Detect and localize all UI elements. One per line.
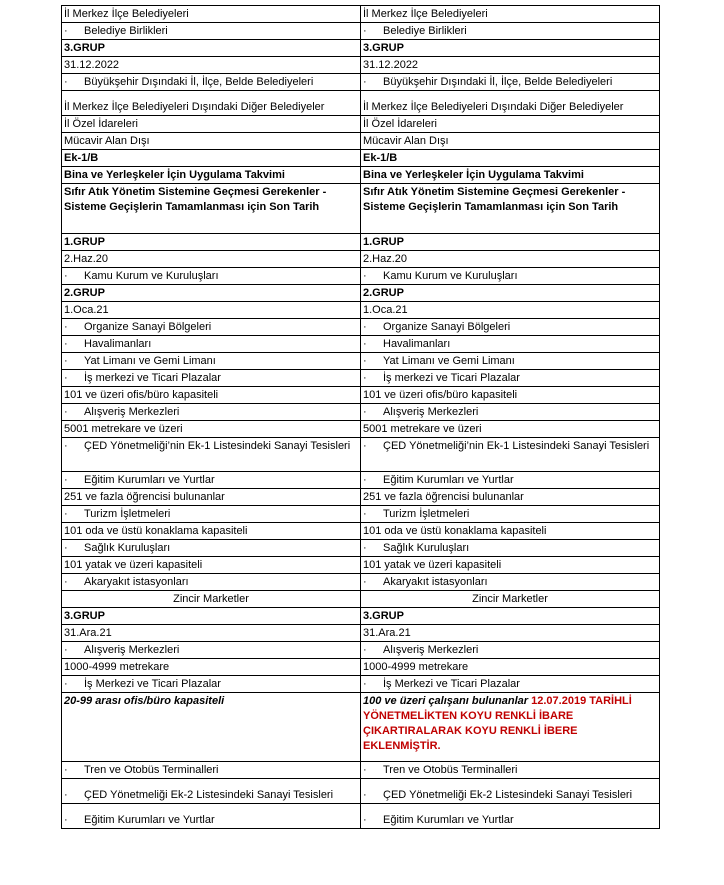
- table-cell-right: [361, 302, 660, 319]
- cell-text: 2.Haz.20: [363, 253, 408, 265]
- table-cell-left: [62, 472, 361, 489]
- table-cell-right: [361, 40, 660, 57]
- cell-text: 251 ve fazla öğrencisi bulunanlar: [64, 491, 225, 503]
- cell-text: 1.GRUP: [64, 236, 105, 248]
- table-cell-right: [361, 336, 660, 353]
- table-cell-left: [62, 387, 361, 404]
- cell-text: 3.GRUP: [64, 42, 105, 54]
- cell-text: 31.Ara.21: [64, 627, 112, 639]
- table-cell-left: [62, 421, 361, 438]
- table-row: [62, 6, 660, 23]
- cell-text: 1000-4999 metrekare: [363, 661, 469, 673]
- cell-text: 101 ve üzeri ofis/büro kapasiteli: [363, 389, 518, 401]
- cell-text: Sıfır Atık Yönetim Sistemine Geçmesi Gerekenler - Sisteme Geçişlerin Tamamlanması için Son Tarih: [64, 186, 327, 213]
- table-cell-right: [361, 804, 660, 829]
- table-cell-right: [361, 133, 660, 150]
- table-cell-right: [361, 489, 660, 506]
- table-cell-left: [62, 693, 361, 762]
- table-cell-left: [62, 642, 361, 659]
- table-cell-left: [62, 540, 361, 557]
- cell-text: · Turizm İşletmeleri: [64, 508, 170, 520]
- cell-text: 101 oda ve üstü konaklama kapasiteli: [363, 525, 547, 537]
- table-row: [62, 676, 660, 693]
- table-row: [62, 91, 660, 116]
- cell-text: · Eğitim Kurumları ve Yurtlar: [64, 814, 215, 826]
- table-cell-right: [361, 438, 660, 472]
- table-row: [62, 438, 660, 472]
- table-row: [62, 167, 660, 184]
- table-row: [62, 540, 660, 557]
- table-cell-right: [361, 353, 660, 370]
- table-cell-left: [62, 302, 361, 319]
- cell-text: Sıfır Atık Yönetim Sistemine Geçmesi Gerekenler - Sisteme Geçişlerin Tamamlanması için Son Tarih: [363, 186, 626, 213]
- table-cell-left: [62, 625, 361, 642]
- cell-text: Bina ve Yerleşkeler İçin Uygulama Takvimi: [64, 169, 285, 181]
- table-row: [62, 608, 660, 625]
- table-cell-right: [361, 523, 660, 540]
- cell-text: · ÇED Yönetmeliği Ek-2 Listesindeki Sanayi Tesisleri: [64, 789, 333, 801]
- cell-text: · Tren ve Otobüs Terminalleri: [363, 764, 518, 776]
- cell-text: · Büyükşehir Dışındaki İl, İlçe, Belde Belediyeleri: [363, 76, 612, 88]
- cell-text: 2.GRUP: [363, 287, 404, 299]
- table-cell-right: [361, 608, 660, 625]
- table-row: [62, 116, 660, 133]
- table-cell-left: [62, 336, 361, 353]
- table-row: [62, 472, 660, 489]
- cell-text: 101 yatak ve üzeri kapasiteli: [64, 559, 203, 571]
- cell-text: · İş merkezi ve Ticari Plazalar: [64, 372, 221, 384]
- table-cell-right: [361, 693, 660, 762]
- cell-text: · Büyükşehir Dışındaki İl, İlçe, Belde Belediyeleri: [64, 76, 313, 88]
- cell-text: 251 ve fazla öğrencisi bulunanlar: [363, 491, 524, 503]
- cell-text: Ek-1/B: [64, 152, 99, 164]
- table-cell-left: [62, 676, 361, 693]
- table-cell-left: [62, 489, 361, 506]
- schedule-table-body: [62, 6, 660, 829]
- table-row: [62, 40, 660, 57]
- table-row: [62, 762, 660, 779]
- cell-text: 101 yatak ve üzeri kapasiteli: [363, 559, 502, 571]
- cell-text: 1.Oca.21: [64, 304, 109, 316]
- table-row: [62, 523, 660, 540]
- table-cell-left: [62, 251, 361, 268]
- cell-text: 31.12.2022: [363, 59, 419, 71]
- cell-text: · ÇED Yönetmeliği Ek-2 Listesindeki Sanayi Tesisleri: [363, 789, 632, 801]
- cell-text: · Sağlık Kuruluşları: [64, 542, 170, 554]
- cell-text: 31.12.2022: [64, 59, 120, 71]
- cell-text: · Belediye Birlikleri: [363, 25, 467, 37]
- table-cell-left: [62, 285, 361, 302]
- cell-text: İl Merkez İlçe Belediyeleri Dışındaki Diğer Belediyeler: [64, 101, 325, 113]
- cell-text: · Belediye Birlikleri: [64, 25, 168, 37]
- cell-text: İl Merkez İlçe Belediyeleri Dışındaki Diğer Belediyeler: [363, 101, 624, 113]
- cell-text: · Yat Limanı ve Gemi Limanı: [363, 355, 515, 367]
- cell-text: 100 ve üzeri çalışanı bulunanlar: [363, 695, 529, 707]
- cell-text: Mücavir Alan Dışı: [64, 135, 150, 147]
- cell-text: · Alışveriş Merkezleri: [64, 406, 179, 418]
- schedule-table: [61, 5, 660, 829]
- cell-text: · İş merkezi ve Ticari Plazalar: [363, 372, 520, 384]
- cell-text: 31.Ara.21: [363, 627, 411, 639]
- cell-text: · Eğitim Kurumları ve Yurtlar: [363, 474, 514, 486]
- table-row: [62, 404, 660, 421]
- table-row: [62, 184, 660, 234]
- cell-text: 3.GRUP: [363, 42, 404, 54]
- table-cell-left: [62, 40, 361, 57]
- table-row: [62, 557, 660, 574]
- table-row: [62, 319, 660, 336]
- table-cell-left: [62, 574, 361, 591]
- table-cell-right: [361, 762, 660, 779]
- table-row: [62, 285, 660, 302]
- cell-text: Zincir Marketler: [472, 593, 548, 605]
- table-row: [62, 804, 660, 829]
- table-cell-right: [361, 557, 660, 574]
- cell-text: · Havalimanları: [64, 338, 151, 350]
- table-cell-right: [361, 268, 660, 285]
- table-cell-left: [62, 404, 361, 421]
- table-cell-left: [62, 23, 361, 40]
- table-row: [62, 74, 660, 91]
- table-cell-left: [62, 184, 361, 234]
- table-cell-right: [361, 91, 660, 116]
- table-row: [62, 489, 660, 506]
- table-cell-left: [62, 523, 361, 540]
- cell-text: · ÇED Yönetmeliği’nin Ek-1 Listesindeki Sanayi Tesisleri: [64, 440, 350, 452]
- table-row: [62, 506, 660, 523]
- table-cell-right: [361, 591, 660, 608]
- table-row: [62, 302, 660, 319]
- table-cell-left: [62, 353, 361, 370]
- cell-text: 101 oda ve üstü konaklama kapasiteli: [64, 525, 248, 537]
- table-cell-right: [361, 659, 660, 676]
- table-row: [62, 268, 660, 285]
- cell-text: · Eğitim Kurumları ve Yurtlar: [64, 474, 215, 486]
- table-row: [62, 421, 660, 438]
- table-cell-right: [361, 23, 660, 40]
- cell-text: · İş Merkezi ve Ticari Plazalar: [64, 678, 221, 690]
- table-row: [62, 336, 660, 353]
- table-cell-right: [361, 540, 660, 557]
- cell-text: · Alışveriş Merkezleri: [363, 406, 478, 418]
- cell-text: Ek-1/B: [363, 152, 398, 164]
- table-row: [62, 133, 660, 150]
- table-row: [62, 57, 660, 74]
- table-row: [62, 387, 660, 404]
- cell-text: 1.Oca.21: [363, 304, 408, 316]
- cell-text: 1000-4999 metrekare: [64, 661, 170, 673]
- revision-note: 12.07.2019 TARİHLİ YÖNETMELİKTEN KOYU RENKLİ İBARE ÇIKARTIRALARAK KOYU RENKLİ İBERE EKLENMİŞTİR.: [363, 695, 632, 752]
- cell-text: 3.GRUP: [64, 610, 105, 622]
- table-cell-right: [361, 642, 660, 659]
- cell-text: · Havalimanları: [363, 338, 450, 350]
- cell-text: 3.GRUP: [363, 610, 404, 622]
- table-cell-right: [361, 285, 660, 302]
- cell-text: · Turizm İşletmeleri: [363, 508, 469, 520]
- table-cell-right: [361, 234, 660, 251]
- table-cell-left: [62, 591, 361, 608]
- table-row: [62, 23, 660, 40]
- table-cell-left: [62, 116, 361, 133]
- table-row: [62, 659, 660, 676]
- table-row: [62, 370, 660, 387]
- table-cell-left: [62, 167, 361, 184]
- table-cell-left: [62, 779, 361, 804]
- table-cell-left: [62, 804, 361, 829]
- cell-text: 101 ve üzeri ofis/büro kapasiteli: [64, 389, 219, 401]
- table-row: [62, 642, 660, 659]
- table-row: [62, 591, 660, 608]
- table-cell-right: [361, 779, 660, 804]
- table-cell-right: [361, 6, 660, 23]
- table-cell-right: [361, 116, 660, 133]
- cell-text: · Akaryakıt istasyonları: [64, 576, 189, 588]
- cell-text: 5001 metrekare ve üzeri: [363, 423, 482, 435]
- table-cell-right: [361, 574, 660, 591]
- table-cell-left: [62, 370, 361, 387]
- table-cell-right: [361, 74, 660, 91]
- table-cell-right: [361, 150, 660, 167]
- cell-text: · Sağlık Kuruluşları: [363, 542, 469, 554]
- table-cell-left: [62, 57, 361, 74]
- cell-text: İl Merkez İlçe Belediyeleri: [64, 8, 189, 20]
- table-cell-right: [361, 421, 660, 438]
- cell-text: · Yat Limanı ve Gemi Limanı: [64, 355, 216, 367]
- cell-text: · Alışveriş Merkezleri: [363, 644, 478, 656]
- table-cell-right: [361, 387, 660, 404]
- cell-text: 2.Haz.20: [64, 253, 109, 265]
- cell-text: 1.GRUP: [363, 236, 404, 248]
- table-cell-right: [361, 404, 660, 421]
- table-row: [62, 574, 660, 591]
- table-cell-left: [62, 6, 361, 23]
- table-cell-right: [361, 506, 660, 523]
- table-row: [62, 251, 660, 268]
- cell-text: 20-99 arası ofis/büro kapasiteli: [64, 695, 225, 707]
- table-row: [62, 693, 660, 762]
- table-cell-left: [62, 319, 361, 336]
- table-cell-left: [62, 438, 361, 472]
- cell-text: · Tren ve Otobüs Terminalleri: [64, 764, 219, 776]
- cell-text: · Eğitim Kurumları ve Yurtlar: [363, 814, 514, 826]
- cell-text: 5001 metrekare ve üzeri: [64, 423, 183, 435]
- table-cell-right: [361, 184, 660, 234]
- cell-text: · Alışveriş Merkezleri: [64, 644, 179, 656]
- cell-text: İl Özel İdareleri: [64, 118, 138, 130]
- cell-text: · Organize Sanayi Bölgeleri: [64, 321, 211, 333]
- table-cell-right: [361, 625, 660, 642]
- table-cell-left: [62, 234, 361, 251]
- table-cell-left: [62, 268, 361, 285]
- table-cell-right: [361, 57, 660, 74]
- table-cell-left: [62, 91, 361, 116]
- table-cell-left: [62, 762, 361, 779]
- cell-text: Bina ve Yerleşkeler İçin Uygulama Takvimi: [363, 169, 584, 181]
- table-cell-left: [62, 557, 361, 574]
- cell-text: · Organize Sanayi Bölgeleri: [363, 321, 510, 333]
- table-row: [62, 625, 660, 642]
- cell-text: Mücavir Alan Dışı: [363, 135, 449, 147]
- cell-text: · Kamu Kurum ve Kuruluşları: [363, 270, 518, 282]
- table-row: [62, 234, 660, 251]
- cell-text: 2.GRUP: [64, 287, 105, 299]
- table-cell-left: [62, 659, 361, 676]
- table-row: [62, 150, 660, 167]
- cell-text: · ÇED Yönetmeliği’nin Ek-1 Listesindeki Sanayi Tesisleri: [363, 440, 649, 452]
- table-cell-right: [361, 251, 660, 268]
- table-row: [62, 353, 660, 370]
- table-cell-left: [62, 506, 361, 523]
- table-cell-left: [62, 150, 361, 167]
- cell-text: · Kamu Kurum ve Kuruluşları: [64, 270, 219, 282]
- table-cell-right: [361, 472, 660, 489]
- cell-text: · İş Merkezi ve Ticari Plazalar: [363, 678, 520, 690]
- table-cell-right: [361, 167, 660, 184]
- table-cell-right: [361, 319, 660, 336]
- table-row: [62, 779, 660, 804]
- table-cell-left: [62, 608, 361, 625]
- table-cell-right: [361, 676, 660, 693]
- table-cell-right: [361, 370, 660, 387]
- cell-text: Zincir Marketler: [173, 593, 249, 605]
- cell-text: İl Özel İdareleri: [363, 118, 437, 130]
- table-cell-left: [62, 74, 361, 91]
- cell-text: İl Merkez İlçe Belediyeleri: [363, 8, 488, 20]
- cell-text: · Akaryakıt istasyonları: [363, 576, 488, 588]
- table-cell-left: [62, 133, 361, 150]
